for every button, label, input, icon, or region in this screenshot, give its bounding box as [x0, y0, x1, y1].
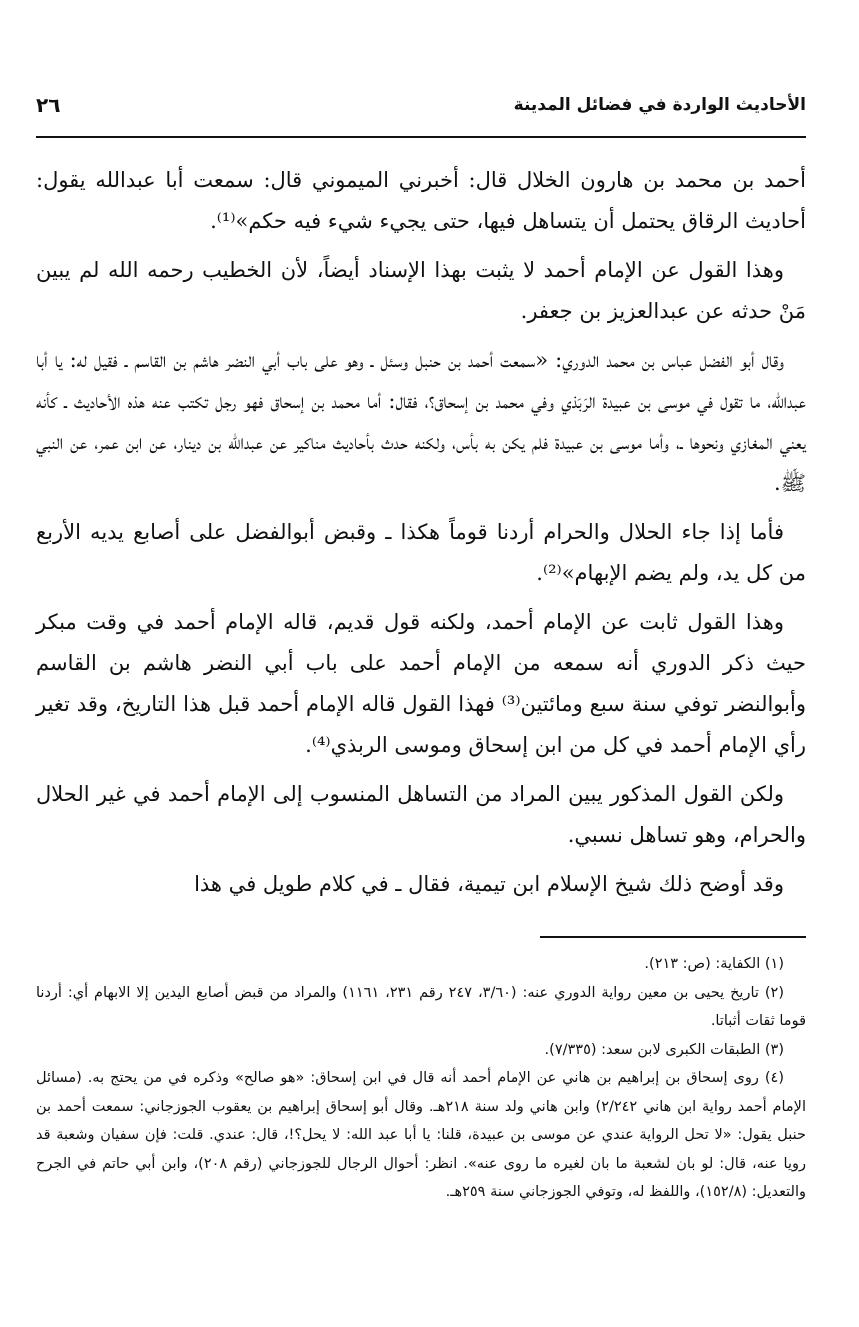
paragraph-1: أحمد بن محمد بن هارون الخلال قال: أخبرني الميموني قال: سمعت أبا عبدالله يقول: أحاديث الرقاق يحتمل أن يتساهل فيها، حتى يجيء شيء فيه حكم»⁽¹⁾.: [36, 168, 806, 233]
paragraph-6: ولكن القول المذكور يبين المراد من التساهل المنسوب إلى الإمام أحمد في غير الحلال والحرام، وهو تساهل نسبي.: [36, 782, 806, 847]
paragraph-7: وقد أوضح ذلك شيخ الإسلام ابن تيمية، فقال ـ في كلام طويل في هذا: [194, 872, 784, 896]
paragraph-5: وهذا القول ثابت عن الإمام أحمد، ولكنه قول قديم، قاله الإمام أحمد في وقت مبكر حيث ذكر الدوري أنه سمعه من الإمام أحمد على باب أبي النضر هاشم بن القاسم وأبوالنضر توفي سنة سبع ومائتين⁽³⁾ فهذا القول قاله الإمام أحمد قبل هذا التاريخ، وقد تغير رأي الإمام أحمد في كل من ابن إسحاق وموسى الربذي⁽⁴⁾.: [36, 610, 806, 757]
footnote-1: (١) الكفاية: (ص: ٢١٣).: [644, 956, 784, 972]
header-title: الأحاديث الواردة في فضائل المدينة: [513, 95, 806, 115]
running-header: [36, 88, 806, 122]
footnote-4: (٤) روى إسحاق بن إبراهيم بن هاني عن الإمام أحمد أنه قال في ابن إسحاق: «هو صالح» وذكره في من يحتج به. (مسائل الإمام أحمد رواية ابن هاني ٢/٢٤٢) وابن هاني ولد سنة ٢١٨هـ. وقال أبو إسحاق إبراهيم بن يعقوب الجوزجاني: سمعت أحمد بن حنبل يقول: «لا تحل الرواية عندي عن موسى بن عبيدة، قلنا: يا أبا عبد الله: لا يحل؟!، قال: عندي. قلت: فإن سفيان وشعبة قد رويا عنه، قال: لو بان لشعبة ما بان لغيره ما روى عنه». انظر: أحوال الرجال للجوزجاني (رقم ٢٠٨)، وابن أبي حاتم في الجرح والتعديل: (١٥٢/٨)، واللفظ له، وتوفي الجوزجاني سنة ٢٥٩هـ.: [36, 1070, 806, 1200]
footnote-3: (٣) الطبقات الكبرى لابن سعد: (٧/٣٣٥).: [544, 1041, 784, 1058]
paragraph-3: وقال أبو الفضل عباس بن محمد الدوري: «سمعت أحمد بن حنبل وسئل ـ وهو على باب أبي النضر هاشم بن القاسم ـ فقيل له: يا أبا عبدالله، ما تقول في موسى بن عبيدة الرَبَذي وفي محمد بن إسحاق؟، فقال: أما محمد بن إسحاق فهو رجل تكتب عنه هذه الأحاديث ـ كأنه يعني المغازي ونحوها ـ، وأما موسى بن عبيدة فلم يكن به بأس، ولكنه حدث بأحاديث مناكير عن عبدالله بن دينار، عن ابن عمر، عن النبي ﷺ.: [36, 348, 806, 495]
paragraph-4: فأما إذا جاء الحلال والحرام أردنا قوماً هكذا ـ وقبض أبوالفضل على أصابع يديه الأربع من كل يد، ولم يضم الإبهام»⁽²⁾.: [36, 520, 806, 585]
paragraph-2: وهذا القول عن الإمام أحمد لا يثبت بهذا الإسناد أيضاً، لأن الخطيب رحمه الله لم يبين مَنْ حدثه عن عبدالعزيز بن جعفر.: [36, 258, 806, 323]
footnote-separator: [540, 936, 806, 938]
page-number: ٢٦: [36, 93, 61, 117]
header-rule: [36, 136, 806, 138]
footnote-2: (٢) تاريخ يحيى بن معين رواية الدوري عنه: (٣/٦٠، ٢٤٧ رقم ٢٣١، ١١٦١) والمراد من قبض أصابع اليدين إلا الابهام أي: أردنا قوما ثقات أثباتا.: [36, 984, 806, 1029]
footnotes: [36, 950, 806, 1207]
main-text: [36, 160, 806, 913]
